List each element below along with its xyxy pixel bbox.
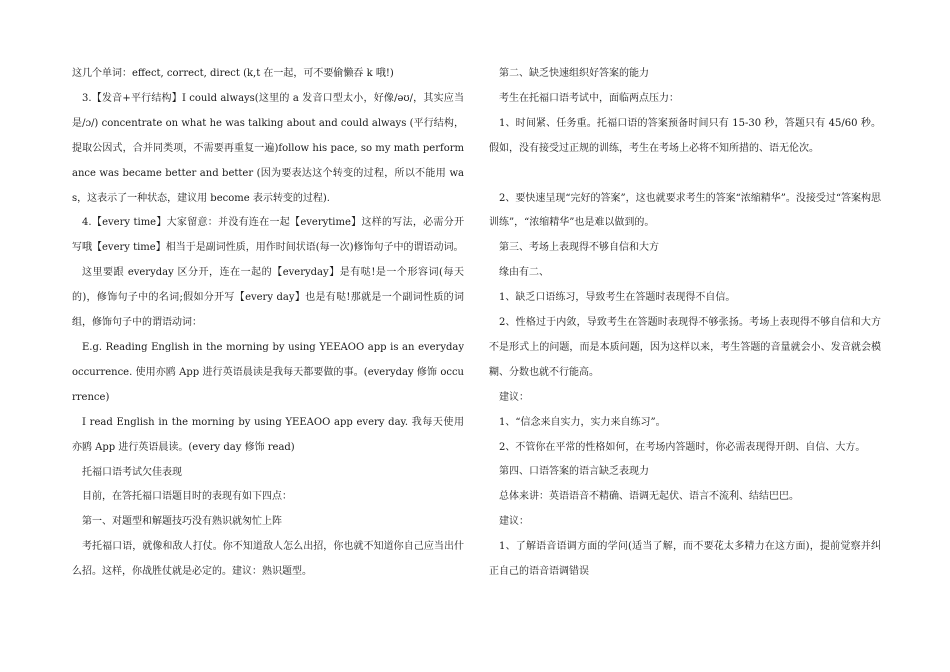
paragraph-point-one: 考托福口语，就像和敌人打仗。你不知道敌人怎么出招，你也就不知道你自己应当出什么招。这样，你战胜仗就是必定的。建议：熟识题型。	[72, 541, 464, 578]
paragraph-introverted: 2、性格过于内敛，导致考生在答题时表现得不够张扬。考场上表现得不够自信和大方不是形式上的问题，而是本质问题，因为这样以来，考生答题的音量就会小、发音就会模糊、分数也就不行能高。	[489, 317, 881, 378]
suggestion-label: 建议：	[499, 391, 529, 403]
paragraph-pronunciation-parallel: 3.【发音+平行结构】I could always(这里的 a 发音口型太小，好像/əʊ/，其实应当是/ɔ/) concentrate on what he was talking about and could always (平行结构，提取公因式，合并同类项，不需要再重复一遍)follow his pace, so my math performance was became better and better (因为要表达这个转变的过程，所以不能用 was，这表示了一种状态，建议用 become 表示转变的过程).	[72, 92, 464, 204]
paragraph-everyday: 这里要跟 everyday 区分开，连在一起的【everyday】是有哒!是一个形容词(每天的)，修饰句子中的名词;假如分开写【every day】也是有哒!那就是一个副词性质的词组，修饰句子中的谓语动词：	[72, 267, 464, 329]
suggestion-one: 1、“信念来自实力，实力来自练习”。	[499, 416, 666, 428]
section-heading-poor-performance: 托福口语考试欠佳表现	[82, 466, 182, 478]
paragraph-four-points: 目前，在答托福口语题目时的表现有如下四点：	[82, 491, 292, 503]
suggestion-phonetics: 1、了解语音语调方面的学问(适当了解，而不要花太多精力在这方面)，提前觉察并纠正自己的语音语调错误	[489, 541, 881, 578]
paragraph-lack-practice: 1、缺乏口语练习，导致考生在答题时表现得不自信。	[499, 292, 736, 304]
point-three-heading: 第三、考场上表现得不够自信和大方	[499, 242, 659, 254]
paragraph-two-reasons: 缘由有二、	[499, 267, 549, 279]
paragraph-concise-answer: 2、要快速呈现“完好的答案”，这也就要求考生的答案“浓缩精华”。没接受过“答案构思训练”，“浓缩精华”也是难以做到的。	[489, 192, 881, 229]
paragraph-two-pressures: 考生在托福口语考试中，面临两点压力：	[499, 92, 679, 104]
paragraph-words-note: 这几个单词：effect, correct, direct (k,t 在一起，可不要偷懒吞 k 哦!)	[72, 68, 394, 79]
point-four-heading: 第四、口语答案的语言缺乏表现力	[499, 466, 649, 478]
right-column	[489, 62, 881, 585]
left-column	[72, 62, 464, 585]
suggestion-two: 2、不管你在平常的性格如何，在考场内答题时，你必需表现得开朗、自信、大方。	[499, 441, 866, 453]
paragraph-example-every-day: I read English in the morning by using YEEAOO app every day. 我每天使用亦鸥 App 进行英语晨读。(every day 修饰 read)	[72, 416, 464, 453]
paragraph-example-everyday: E.g. Reading English in the morning by using YEEAOO app is an everyday occurrence. 使用亦鸥 App 进行英语晨读是我每天都要做的事。(everyday 修饰 occurrence)	[72, 341, 464, 403]
paragraph-time-pressure: 1、时间紧、任务重。托福口语的答案预备时间只有 15-30 秒，答题只有 45/60 秒。假如，没有接受过正规的训练，考生在考场上必将不知所措的、语无伦次。	[489, 117, 881, 154]
point-one-heading: 第一、对题型和解题技巧没有熟识就匆忙上阵	[82, 516, 282, 528]
blank-line	[489, 162, 881, 187]
paragraph-overall: 总体来讲：英语语音不精确、语调无起伏、语言不流利、结结巴巴。	[499, 491, 799, 503]
point-two-heading: 第二、缺乏快速组织好答案的能力	[499, 68, 649, 79]
suggestion-label-2: 建议：	[499, 516, 529, 528]
paragraph-every-time: 4.【every time】大家留意：并没有连在一起【everytime】这样的写法，必需分开写哦【every time】相当于是副词性质，用作时间状语(每一次)修饰句子中的谓语动词。	[72, 217, 464, 254]
